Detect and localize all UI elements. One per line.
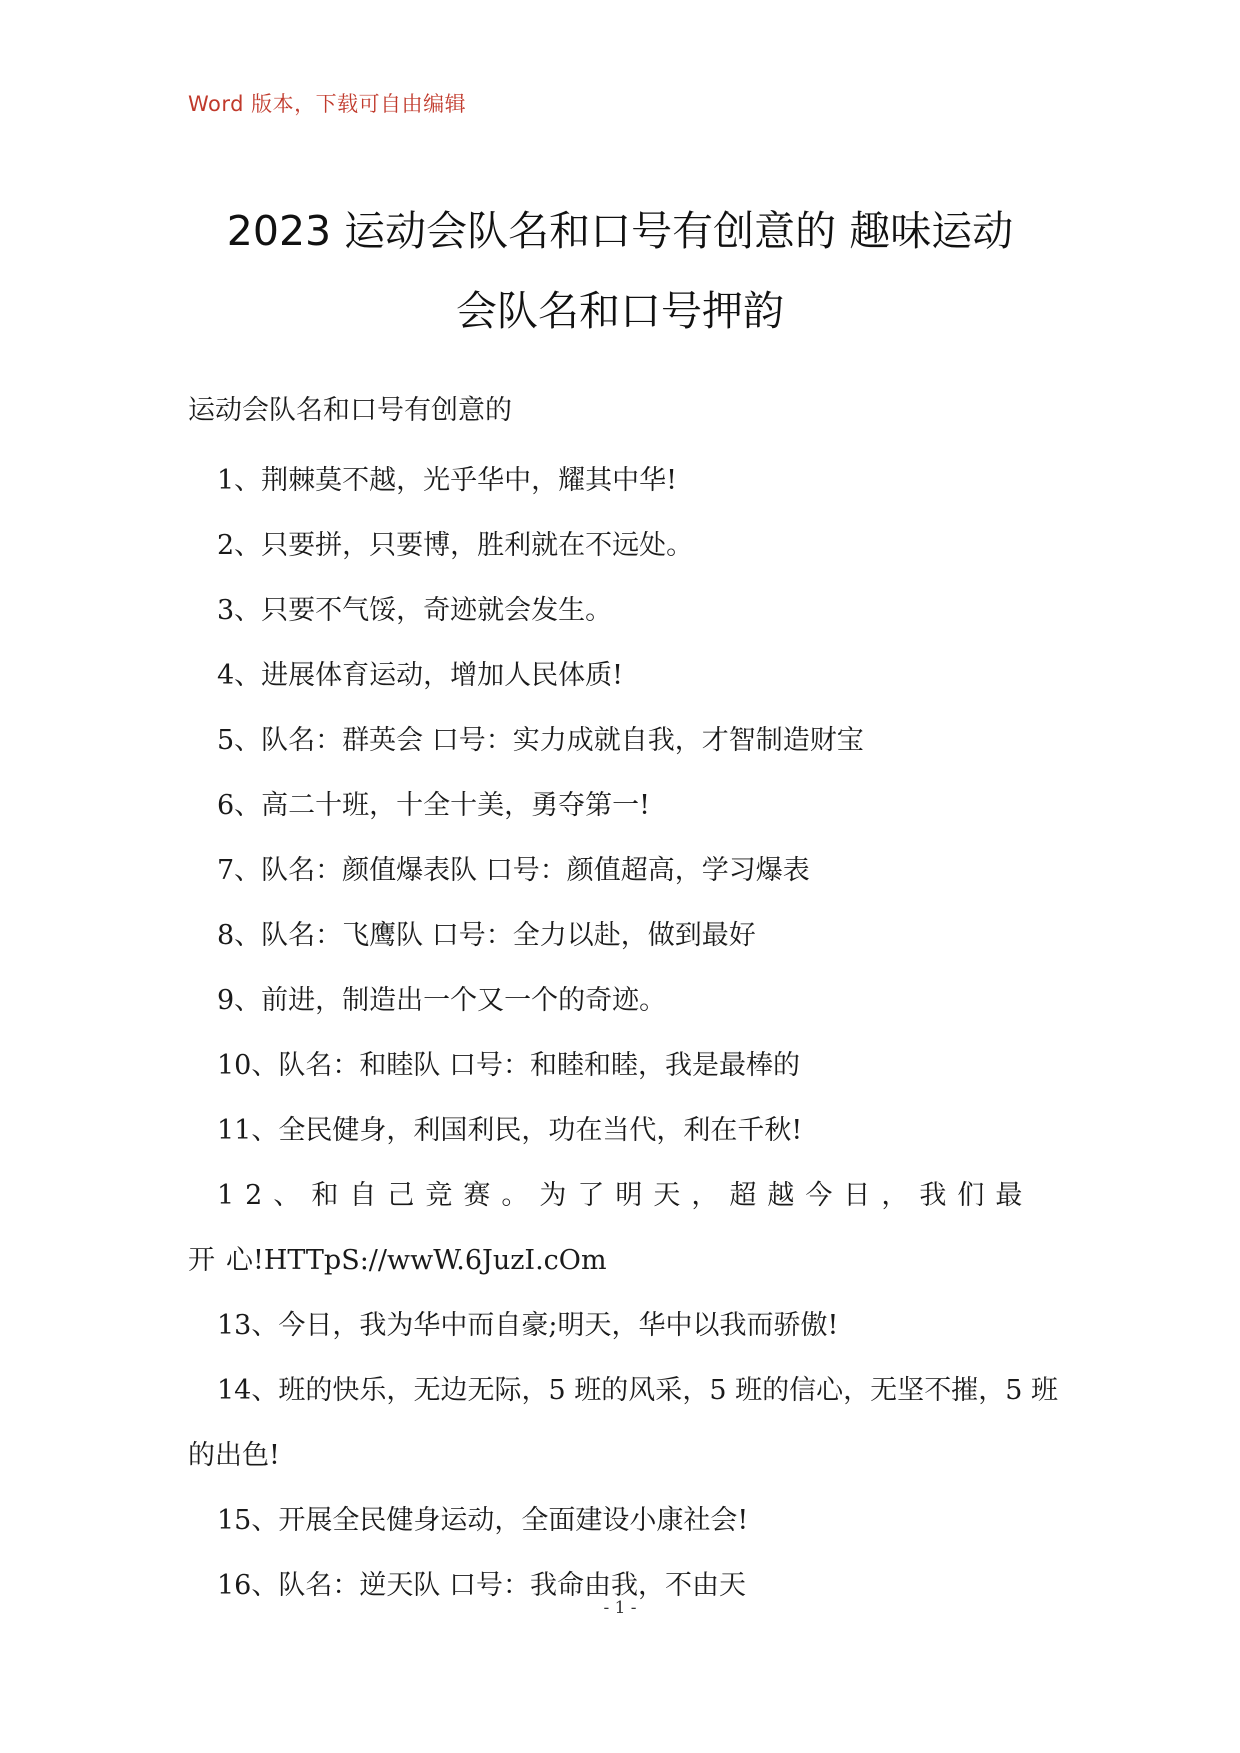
list-item: 16、队名：逆天队 口号：我命由我，不由天	[217, 1570, 746, 1601]
list-item-wrapped	[188, 1163, 1058, 1293]
list-item: 7、队名：颜值爆表队 口号：颜值超高，学习爆表	[217, 855, 810, 886]
title-line-2: 会队名和口号押韵	[456, 287, 784, 335]
list-item: 8、队名：飞鹰队 口号：全力以赴，做到最好	[217, 920, 756, 951]
list-item: 9、前进，制造出一个又一个的奇迹。	[217, 985, 667, 1016]
list-item: 13、今日，我为华中而自豪;明天，华中以我而骄傲!	[217, 1310, 839, 1341]
title-line-1: 2023 运动会队名和口号有创意的 趣味运动	[226, 207, 1014, 255]
page-number: - 1 -	[603, 1598, 637, 1618]
list-item: 1、荆棘莫不越，光乎华中，耀其中华!	[217, 465, 678, 496]
list-item: 4、进展体育运动，增加人民体质!	[217, 660, 624, 691]
list-item-tail: 心!HTTpS://wwW.6JuzI.cOm	[226, 1245, 607, 1276]
list-item-head: 12、和自己竞赛。为了明天，超越今日，我们最开	[188, 1180, 1034, 1276]
list-item: 10、队名：和睦队 口号：和睦和睦，我是最棒的	[217, 1050, 800, 1081]
slogan-list	[188, 448, 1058, 1618]
list-item: 2、只要拼，只要博，胜利就在不远处。	[217, 530, 694, 561]
header-note: Word 版本，下载可自由编辑	[188, 92, 467, 116]
list-item: 11、全民健身，利国利民，功在当代，利在千秋!	[217, 1115, 803, 1146]
list-item: 5、队名：群英会 口号：实力成就自我，才智制造财宝	[217, 725, 864, 756]
list-item: 3、只要不气馁，奇迹就会发生。	[217, 595, 613, 626]
list-item-wrapped: 14、班的快乐，无边无际，5 班的风采，5 班的信心，无坚不摧，5 班的出色!	[188, 1375, 1058, 1471]
list-item: 15、开展全民健身运动，全面建设小康社会!	[217, 1505, 749, 1536]
list-item: 6、高二十班，十全十美，勇夺第一!	[217, 790, 651, 821]
section-heading: 运动会队名和口号有创意的	[188, 395, 512, 426]
